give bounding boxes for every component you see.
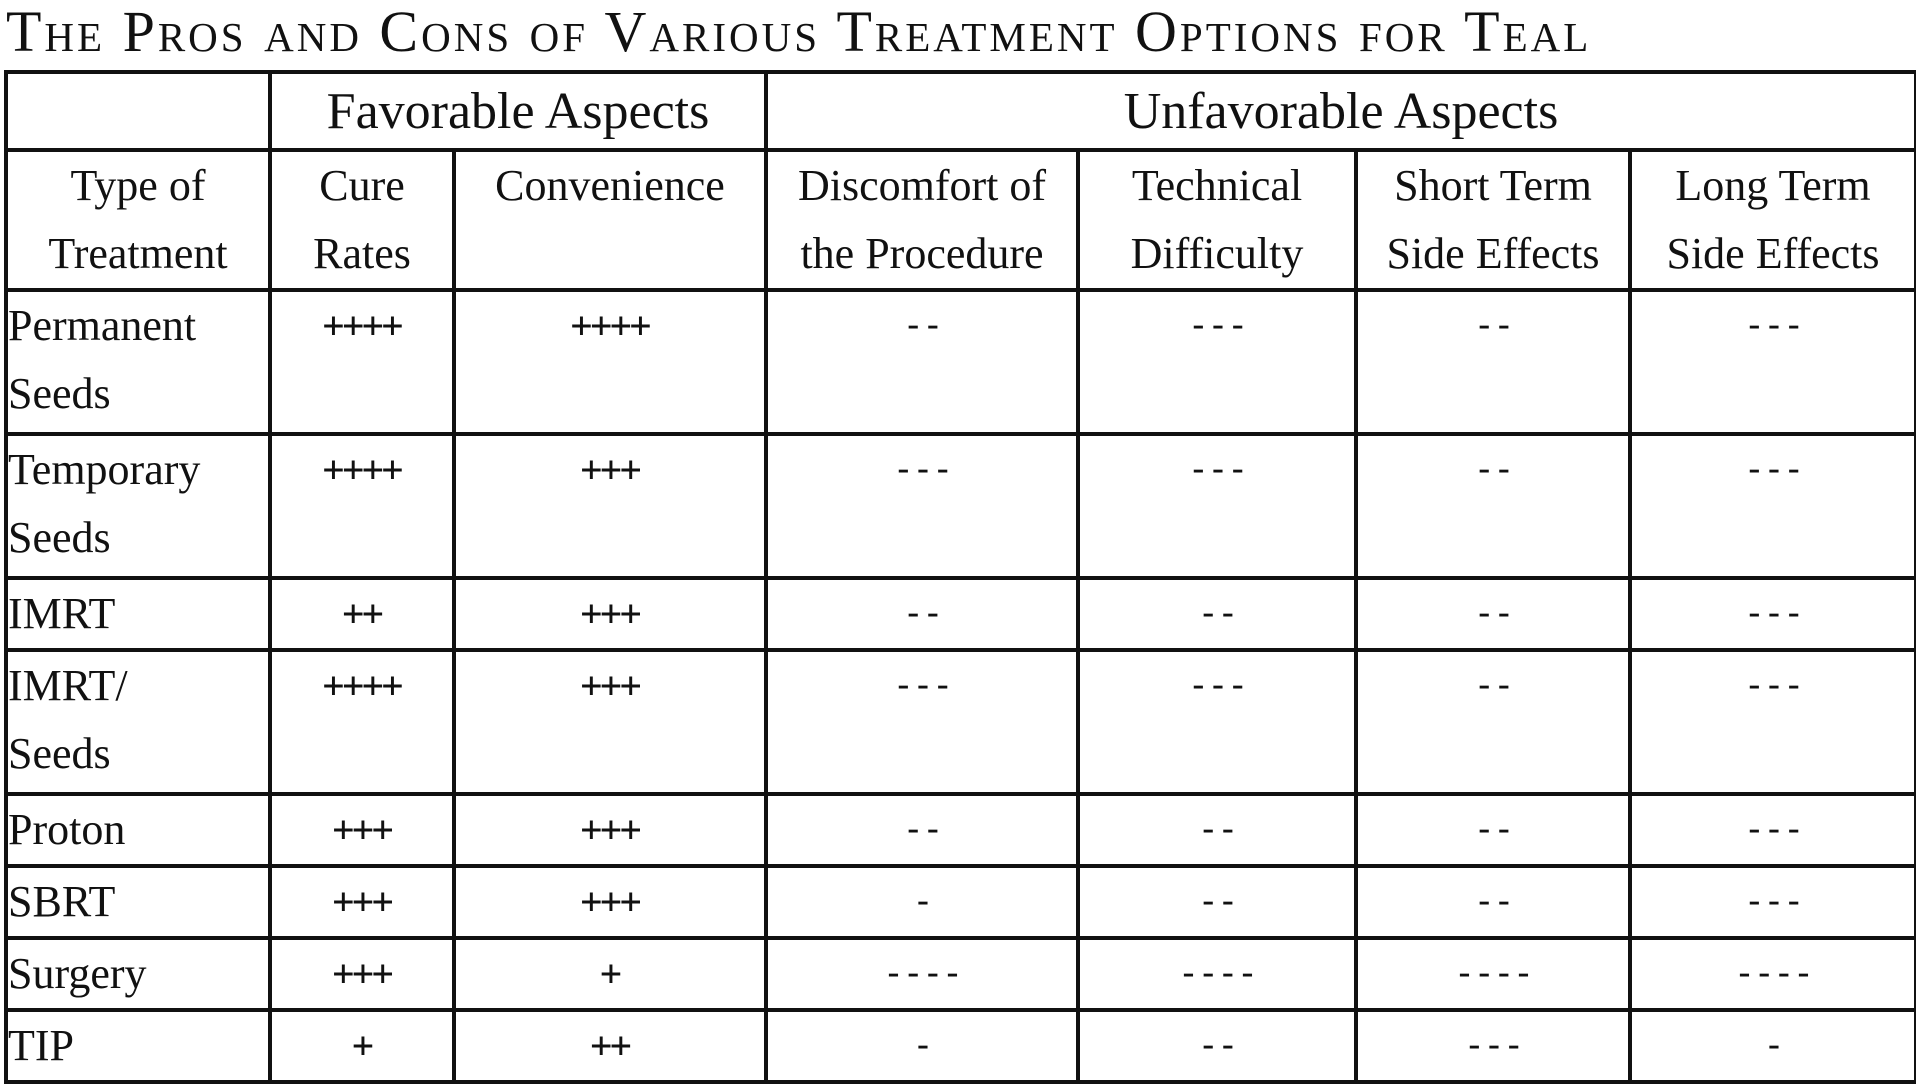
table-row bbox=[6, 650, 1916, 794]
table-row bbox=[6, 866, 1916, 938]
convenience-cell: +++ bbox=[454, 866, 766, 938]
column-header-line: Short Term bbox=[1394, 161, 1592, 210]
cure-rate-cell: + bbox=[270, 1010, 454, 1082]
technical-difficulty-cell: -- bbox=[1078, 578, 1356, 650]
long-term-effects-cell: --- bbox=[1630, 650, 1916, 794]
convenience-cell: +++ bbox=[454, 650, 766, 794]
discomfort-cell: ---- bbox=[766, 938, 1078, 1010]
treatment-cell bbox=[6, 650, 270, 794]
column-header-row bbox=[6, 150, 1916, 290]
column-header-line: Discomfort of bbox=[797, 161, 1047, 210]
column-header-line: Side Effects bbox=[1666, 229, 1880, 278]
column-header-type bbox=[6, 150, 270, 290]
technical-difficulty-cell: --- bbox=[1078, 290, 1356, 434]
discomfort-cell: -- bbox=[766, 578, 1078, 650]
treatment-cell bbox=[6, 938, 270, 1010]
discomfort-cell: -- bbox=[766, 290, 1078, 434]
group-header-unfavorable: Unfavorable Aspects bbox=[766, 72, 1916, 150]
convenience-cell: + bbox=[454, 938, 766, 1010]
treatment-line: Surgery bbox=[8, 949, 147, 998]
column-header-line: Long Term bbox=[1675, 161, 1871, 210]
convenience-cell: +++ bbox=[454, 434, 766, 578]
discomfort-cell: --- bbox=[766, 434, 1078, 578]
short-term-effects-cell: -- bbox=[1356, 866, 1630, 938]
column-header-line: Rates bbox=[313, 229, 411, 278]
column-header-long-term bbox=[1630, 150, 1916, 290]
convenience-cell: +++ bbox=[454, 794, 766, 866]
convenience-cell: +++ bbox=[454, 578, 766, 650]
treatment-line: Permanent bbox=[8, 301, 197, 350]
cure-rate-cell: +++ bbox=[270, 938, 454, 1010]
cure-rate-cell: +++ bbox=[270, 866, 454, 938]
column-header-line: Cure bbox=[319, 161, 405, 210]
treatment-cell bbox=[6, 290, 270, 434]
long-term-effects-cell: --- bbox=[1630, 794, 1916, 866]
treatment-cell bbox=[6, 794, 270, 866]
treatment-cell bbox=[6, 434, 270, 578]
treatment-line: Proton bbox=[8, 805, 126, 854]
group-header-row bbox=[6, 72, 1916, 150]
long-term-effects-cell: - bbox=[1630, 1010, 1916, 1082]
discomfort-cell: - bbox=[766, 1010, 1078, 1082]
column-header-short-term bbox=[1356, 150, 1630, 290]
cure-rate-cell: ++++ bbox=[270, 434, 454, 578]
column-header-cure bbox=[270, 150, 454, 290]
treatment-line: Seeds bbox=[8, 513, 111, 562]
treatment-line: Seeds bbox=[8, 729, 111, 778]
technical-difficulty-cell: -- bbox=[1078, 794, 1356, 866]
short-term-effects-cell: -- bbox=[1356, 578, 1630, 650]
convenience-cell: ++ bbox=[454, 1010, 766, 1082]
table-row bbox=[6, 578, 1916, 650]
technical-difficulty-cell: --- bbox=[1078, 434, 1356, 578]
column-header-technical bbox=[1078, 150, 1356, 290]
technical-difficulty-cell: --- bbox=[1078, 650, 1356, 794]
column-header-line: Type of bbox=[70, 161, 206, 210]
treatment-line: TIP bbox=[8, 1021, 74, 1070]
long-term-effects-cell: --- bbox=[1630, 578, 1916, 650]
discomfort-cell: --- bbox=[766, 650, 1078, 794]
discomfort-cell: - bbox=[766, 866, 1078, 938]
treatment-cell bbox=[6, 866, 270, 938]
column-header-line: the Procedure bbox=[800, 229, 1044, 278]
group-header-blank bbox=[6, 72, 270, 150]
treatment-line: SBRT bbox=[8, 877, 116, 926]
column-header-line: Side Effects bbox=[1386, 229, 1600, 278]
short-term-effects-cell: -- bbox=[1356, 290, 1630, 434]
cure-rate-cell: ++ bbox=[270, 578, 454, 650]
treatment-line: IMRT bbox=[8, 589, 116, 638]
short-term-effects-cell: -- bbox=[1356, 650, 1630, 794]
treatment-line: IMRT/ bbox=[8, 661, 128, 710]
treatment-line: Temporary bbox=[8, 445, 201, 494]
long-term-effects-cell: --- bbox=[1630, 290, 1916, 434]
column-header-line: Convenience bbox=[495, 161, 725, 210]
table-row bbox=[6, 290, 1916, 434]
short-term-effects-cell: --- bbox=[1356, 1010, 1630, 1082]
treatment-cell bbox=[6, 578, 270, 650]
group-header-favorable: Favorable Aspects bbox=[270, 72, 766, 150]
table-row bbox=[6, 1010, 1916, 1082]
column-header-discomfort bbox=[766, 150, 1078, 290]
treatment-line: Seeds bbox=[8, 369, 111, 418]
column-header-line: Treatment bbox=[48, 229, 228, 278]
short-term-effects-cell: -- bbox=[1356, 794, 1630, 866]
column-header-line: Technical bbox=[1131, 161, 1303, 210]
table-row bbox=[6, 938, 1916, 1010]
column-header-convenience bbox=[454, 150, 766, 290]
treatment-comparison-table bbox=[4, 70, 1916, 1084]
technical-difficulty-cell: -- bbox=[1078, 1010, 1356, 1082]
short-term-effects-cell: -- bbox=[1356, 434, 1630, 578]
cure-rate-cell: +++ bbox=[270, 794, 454, 866]
technical-difficulty-cell: -- bbox=[1078, 866, 1356, 938]
cure-rate-cell: ++++ bbox=[270, 290, 454, 434]
cure-rate-cell: ++++ bbox=[270, 650, 454, 794]
long-term-effects-cell: --- bbox=[1630, 434, 1916, 578]
column-header-line: Difficulty bbox=[1130, 229, 1304, 278]
convenience-cell: ++++ bbox=[454, 290, 766, 434]
short-term-effects-cell: ---- bbox=[1356, 938, 1630, 1010]
treatment-cell bbox=[6, 1010, 270, 1082]
table-row bbox=[6, 794, 1916, 866]
page-title: The Pros and Cons of Various Treatment Options for Teal bbox=[6, 0, 1592, 64]
long-term-effects-cell: ---- bbox=[1630, 938, 1916, 1010]
table-row bbox=[6, 434, 1916, 578]
discomfort-cell: -- bbox=[766, 794, 1078, 866]
technical-difficulty-cell: ---- bbox=[1078, 938, 1356, 1010]
long-term-effects-cell: --- bbox=[1630, 866, 1916, 938]
